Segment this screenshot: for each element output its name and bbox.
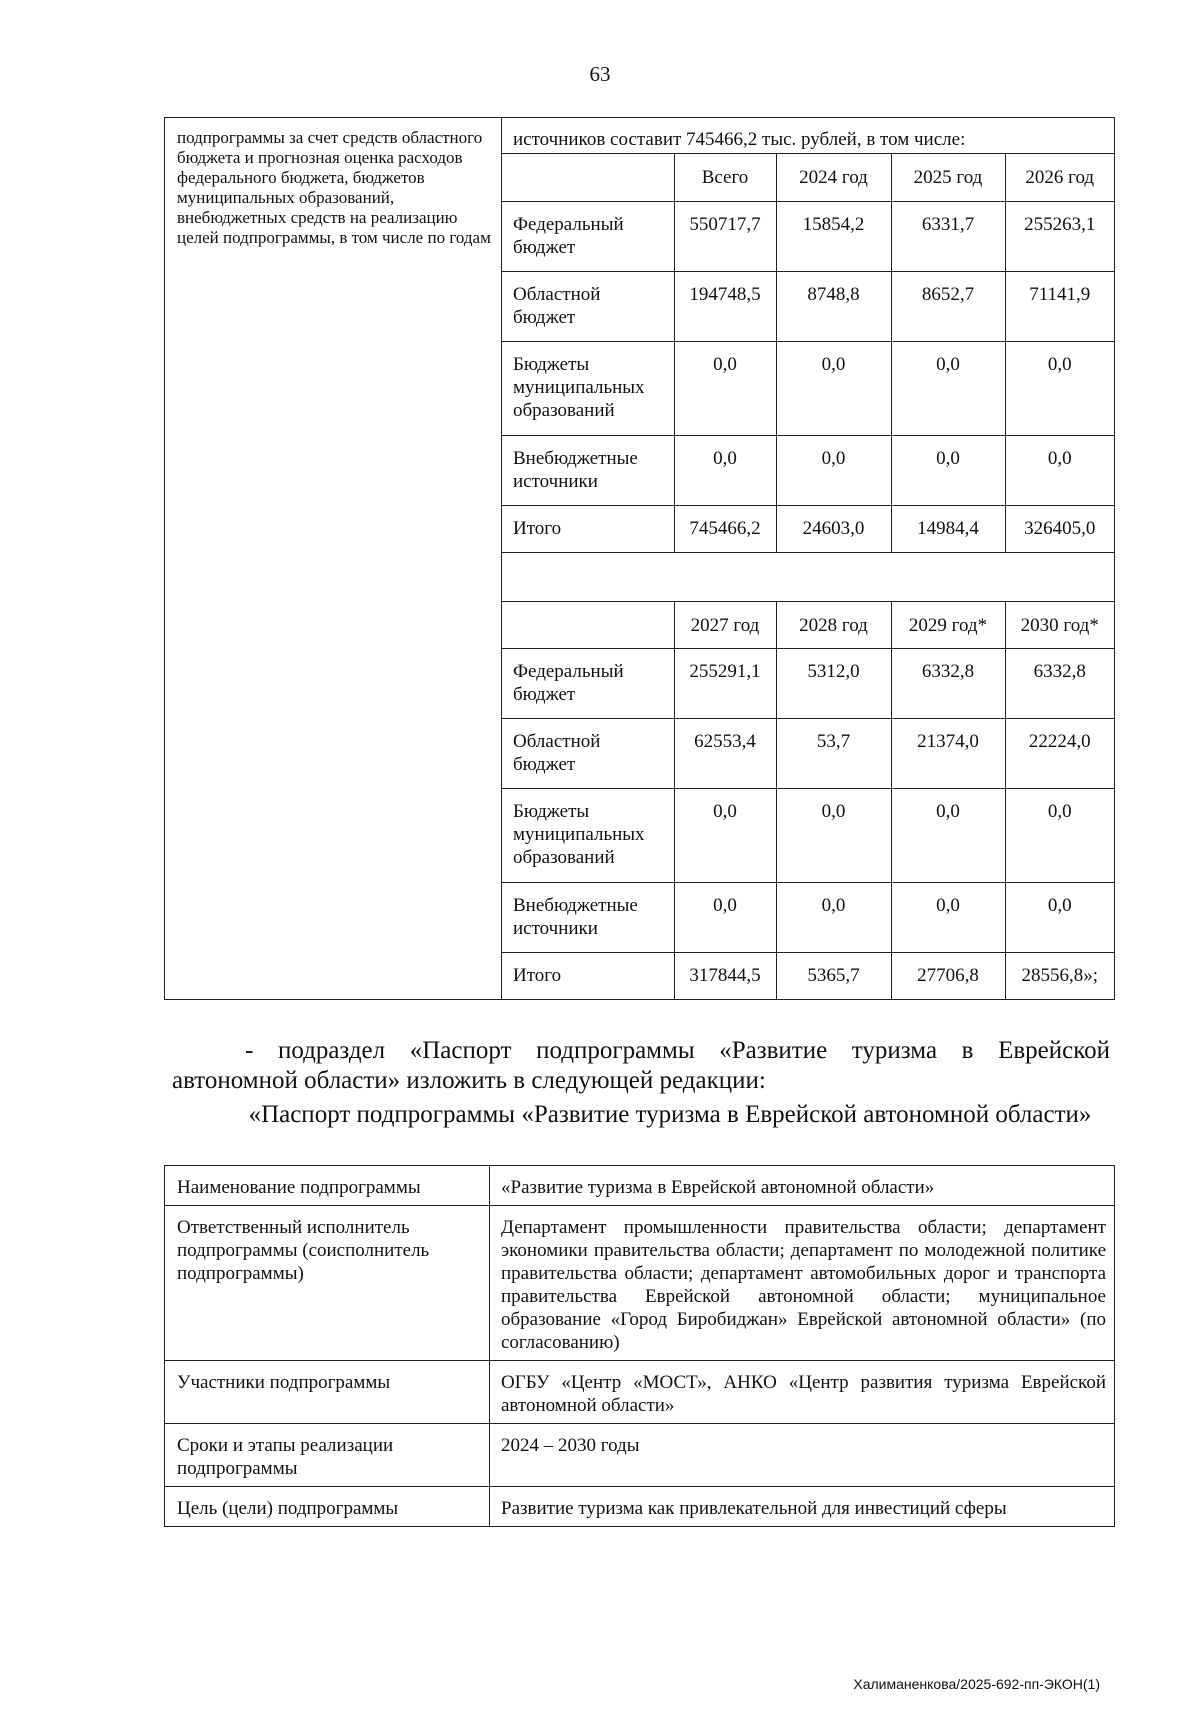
table-header-row	[502, 601, 1114, 648]
passport-value: ОГБУ «Центр «МОСТ», АНКО «Центр развития туризма Еврейской автономной области»	[490, 1361, 1115, 1424]
value-cell: 0,0	[1005, 435, 1114, 505]
value-cell: 21374,0	[891, 718, 1005, 788]
header-cell: 2028 год	[776, 601, 891, 648]
value-cell: 550717,7	[674, 201, 776, 271]
row-label: Областной бюджет	[502, 271, 674, 341]
value-cell: 0,0	[1005, 788, 1114, 882]
value-cell: 326405,0	[1005, 505, 1114, 552]
value-cell: 0,0	[776, 882, 891, 952]
row-label: Итого	[502, 505, 674, 552]
finance-inner-table	[502, 154, 1114, 999]
table-spacer-row	[502, 552, 1114, 601]
value-cell: 6332,8	[1005, 648, 1114, 718]
row-label: Внебюджетные источники	[502, 435, 674, 505]
finance-table	[164, 117, 1115, 1000]
passport-table	[164, 1165, 1115, 1527]
value-cell: 0,0	[674, 788, 776, 882]
passport-key: Ответственный исполнитель подпрограммы (соисполнитель подпрограммы)	[165, 1206, 490, 1361]
row-label: Федеральный бюджет	[502, 648, 674, 718]
value-cell: 0,0	[1005, 882, 1114, 952]
header-cell: 2026 год	[1005, 154, 1114, 201]
header-cell: Всего	[674, 154, 776, 201]
table-row	[502, 201, 1114, 271]
table-row	[502, 718, 1114, 788]
row-label: Областной бюджет	[502, 718, 674, 788]
passport-key: Участники подпрограммы	[165, 1361, 490, 1424]
amendment-paragraph: - подраздел «Паспорт подпрограммы «Развитие туризма в Еврейской автономной области» изложить в следующей редакции:	[172, 1037, 1110, 1094]
value-cell: 27706,8	[891, 952, 1005, 999]
passport-heading: «Паспорт подпрограммы «Развитие туризма в Еврейской автономной области»	[248, 1101, 1092, 1128]
document-footer-code: Халиманенкова/2025-692-пп-ЭКОН(1)	[853, 1676, 1100, 1692]
table-row	[165, 1361, 1115, 1424]
table-row	[502, 648, 1114, 718]
header-cell: 2024 год	[776, 154, 891, 201]
value-cell: 317844,5	[674, 952, 776, 999]
value-cell: 62553,4	[674, 718, 776, 788]
table-row	[502, 341, 1114, 435]
row-label: Федеральный бюджет	[502, 201, 674, 271]
value-cell: 24603,0	[776, 505, 891, 552]
header-cell	[502, 154, 674, 201]
row-label: Бюджеты муниципальных образований	[502, 788, 674, 882]
row-label: Бюджеты муниципальных образований	[502, 341, 674, 435]
value-cell: 6332,8	[891, 648, 1005, 718]
passport-key: Сроки и этапы реализации подпрограммы	[165, 1424, 490, 1487]
value-cell: 0,0	[674, 882, 776, 952]
value-cell: 53,7	[776, 718, 891, 788]
value-cell: 71141,9	[1005, 271, 1114, 341]
page-number: 63	[589, 62, 611, 86]
header-cell	[502, 601, 674, 648]
finance-description: подпрограммы за счет средств областного бюджета и прогнозная оценка расходов федерального бюджета, бюджетов муниципальных образований, внебюджетных средств на реализацию целей подпрограммы, в том числе по годам	[165, 118, 502, 1000]
value-cell: 0,0	[776, 435, 891, 505]
value-cell: 5312,0	[776, 648, 891, 718]
value-cell: 0,0	[891, 882, 1005, 952]
value-cell: 0,0	[776, 341, 891, 435]
table-row-total	[502, 952, 1114, 999]
value-cell: 0,0	[674, 341, 776, 435]
header-cell: 2030 год*	[1005, 601, 1114, 648]
table-row	[165, 1206, 1115, 1361]
value-cell: 8652,7	[891, 271, 1005, 341]
value-cell: 745466,2	[674, 505, 776, 552]
table-row	[502, 788, 1114, 882]
passport-value: Развитие туризма как привлекательной для инвестиций сферы	[490, 1487, 1115, 1527]
passport-key: Цель (цели) подпрограммы	[165, 1487, 490, 1527]
table-row	[502, 271, 1114, 341]
finance-breakdown	[502, 118, 1115, 1000]
header-cell: 2027 год	[674, 601, 776, 648]
value-cell: 255263,1	[1005, 201, 1114, 271]
table-row	[165, 1487, 1115, 1527]
value-cell: 14984,4	[891, 505, 1005, 552]
value-cell: 0,0	[776, 788, 891, 882]
table-row-total	[502, 505, 1114, 552]
passport-value: Департамент промышленности правительства области; департамент экономики правительства области; департамент по молодежной политике правительства области; департамент автомобильных дорог и транспорта правительства Еврейской автономной области; муниципальное образование «Город Биробиджан» Еврейской автономной области» (по согласованию)	[490, 1206, 1115, 1361]
value-cell: 6331,7	[891, 201, 1005, 271]
table-row	[502, 882, 1114, 952]
header-cell: 2029 год*	[891, 601, 1005, 648]
value-cell: 28556,8»;	[1021, 964, 1099, 986]
table-row	[502, 435, 1114, 505]
row-label: Внебюджетные источники	[502, 882, 674, 952]
value-cell: 8748,8	[776, 271, 891, 341]
value-cell: 5365,7	[776, 952, 891, 999]
table-row	[165, 1166, 1115, 1206]
passport-key: Наименование подпрограммы	[165, 1166, 490, 1206]
row-label: Итого	[502, 952, 674, 999]
value-cell: 0,0	[891, 341, 1005, 435]
finance-intro: источников составит 745466,2 тыс. рублей, в том числе:	[502, 118, 1114, 154]
value-cell: 15854,2	[776, 201, 891, 271]
value-cell: 0,0	[891, 788, 1005, 882]
passport-value: 2024 – 2030 годы	[490, 1424, 1115, 1487]
value-cell: 22224,0	[1005, 718, 1114, 788]
passport-value: «Развитие туризма в Еврейской автономной области»	[490, 1166, 1115, 1206]
value-cell: 0,0	[891, 435, 1005, 505]
value-cell: 194748,5	[674, 271, 776, 341]
spacer-cell	[502, 552, 1114, 601]
table-header-row	[502, 154, 1114, 201]
value-cell: 255291,1	[674, 648, 776, 718]
table-row	[165, 1424, 1115, 1487]
value-cell: 0,0	[1005, 341, 1114, 435]
header-cell: 2025 год	[891, 154, 1005, 201]
value-cell: 0,0	[674, 435, 776, 505]
